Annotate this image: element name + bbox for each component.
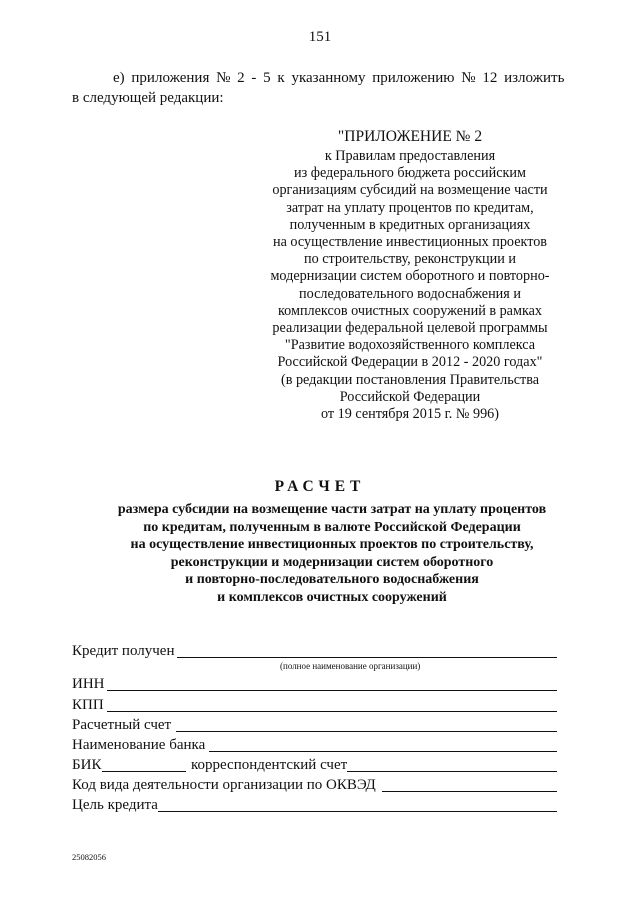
corr-account-label: корреспондентский счет bbox=[191, 757, 348, 773]
subtitle-line: на осуществление инвестиционных проектов по строительству, bbox=[130, 537, 534, 552]
subtitle-line: по кредитам, полученным в валюте Российской Федерации bbox=[143, 519, 521, 535]
credit-received-field[interactable] bbox=[177, 657, 557, 658]
intro-line-2: в следующей редакции: bbox=[72, 90, 224, 106]
page-number: 151 bbox=[308, 29, 332, 45]
appendix-line: затрат на уплату процентов по кредитам, bbox=[286, 199, 534, 216]
appendix-line: модернизации систем оборотного и повторно- bbox=[270, 268, 550, 285]
org-name-hint: (полное наименование организации) bbox=[280, 661, 421, 671]
appendix-heading: "ПРИЛОЖЕНИЕ № 2 bbox=[337, 128, 483, 145]
subtitle-line: размера субсидии на возмещение части затрат на уплату процентов bbox=[117, 502, 547, 517]
calculation-title: РАСЧЕТ bbox=[274, 478, 366, 495]
credit-purpose-label: Цель кредита bbox=[72, 797, 158, 813]
appendix-line: от 19 сентября 2015 г. № 996) bbox=[321, 406, 499, 423]
subtitle-line: реконструкции и модернизации систем оборотного bbox=[170, 554, 494, 570]
kpp-label: КПП bbox=[72, 697, 104, 713]
appendix-line: Российской Федерации bbox=[339, 388, 481, 405]
bank-name-label: Наименование банка bbox=[72, 737, 206, 753]
bik-field[interactable] bbox=[102, 771, 186, 772]
subtitle-line: и комплексов очистных сооружений bbox=[217, 589, 447, 605]
subtitle-line: и повторно-последовательного водоснабжения bbox=[185, 572, 479, 587]
credit-received-label: Кредит получен bbox=[72, 643, 175, 659]
account-label: Расчетный счет bbox=[72, 717, 172, 733]
corr-account-field[interactable] bbox=[347, 771, 557, 772]
appendix-line: к Правилам предоставления bbox=[324, 148, 496, 164]
appendix-line: "Развитие водохозяйственного комплекса bbox=[284, 337, 536, 354]
bik-label: БИК bbox=[72, 757, 102, 773]
bank-name-field[interactable] bbox=[209, 751, 557, 752]
kpp-field[interactable] bbox=[107, 711, 557, 712]
appendix-line: из федерального бюджета российским bbox=[294, 165, 526, 182]
appendix-header-block bbox=[240, 127, 580, 423]
inn-field[interactable] bbox=[107, 690, 557, 691]
appendix-line: по строительству, реконструкции и bbox=[304, 251, 516, 268]
okved-field[interactable] bbox=[382, 791, 557, 792]
calculation-subtitle bbox=[72, 501, 592, 606]
appendix-line: реализации федеральной целевой программы bbox=[272, 320, 548, 337]
appendix-line: полученным в кредитных организациях bbox=[289, 216, 531, 233]
okved-label: Код вида деятельности организации по ОКВЭД bbox=[72, 777, 376, 793]
account-field[interactable] bbox=[176, 731, 557, 732]
appendix-line: организациям субсидий на возмещение части bbox=[272, 182, 548, 199]
appendix-line: последовательного водоснабжения и bbox=[299, 285, 521, 302]
appendix-line: (в редакции постановления Правительства bbox=[280, 371, 540, 388]
credit-purpose-field[interactable] bbox=[158, 811, 557, 812]
appendix-line: на осуществление инвестиционных проектов bbox=[272, 234, 548, 251]
appendix-line: комплексов очистных сооружений в рамках bbox=[277, 302, 543, 319]
document-code: 25082056 bbox=[72, 852, 106, 862]
appendix-line: Российской Федерации в 2012 - 2020 годах" bbox=[277, 354, 543, 371]
inn-label: ИНН bbox=[72, 676, 105, 692]
intro-line-1: е) приложения № 2 - 5 к указанному приложению № 12 изложить bbox=[113, 70, 565, 86]
